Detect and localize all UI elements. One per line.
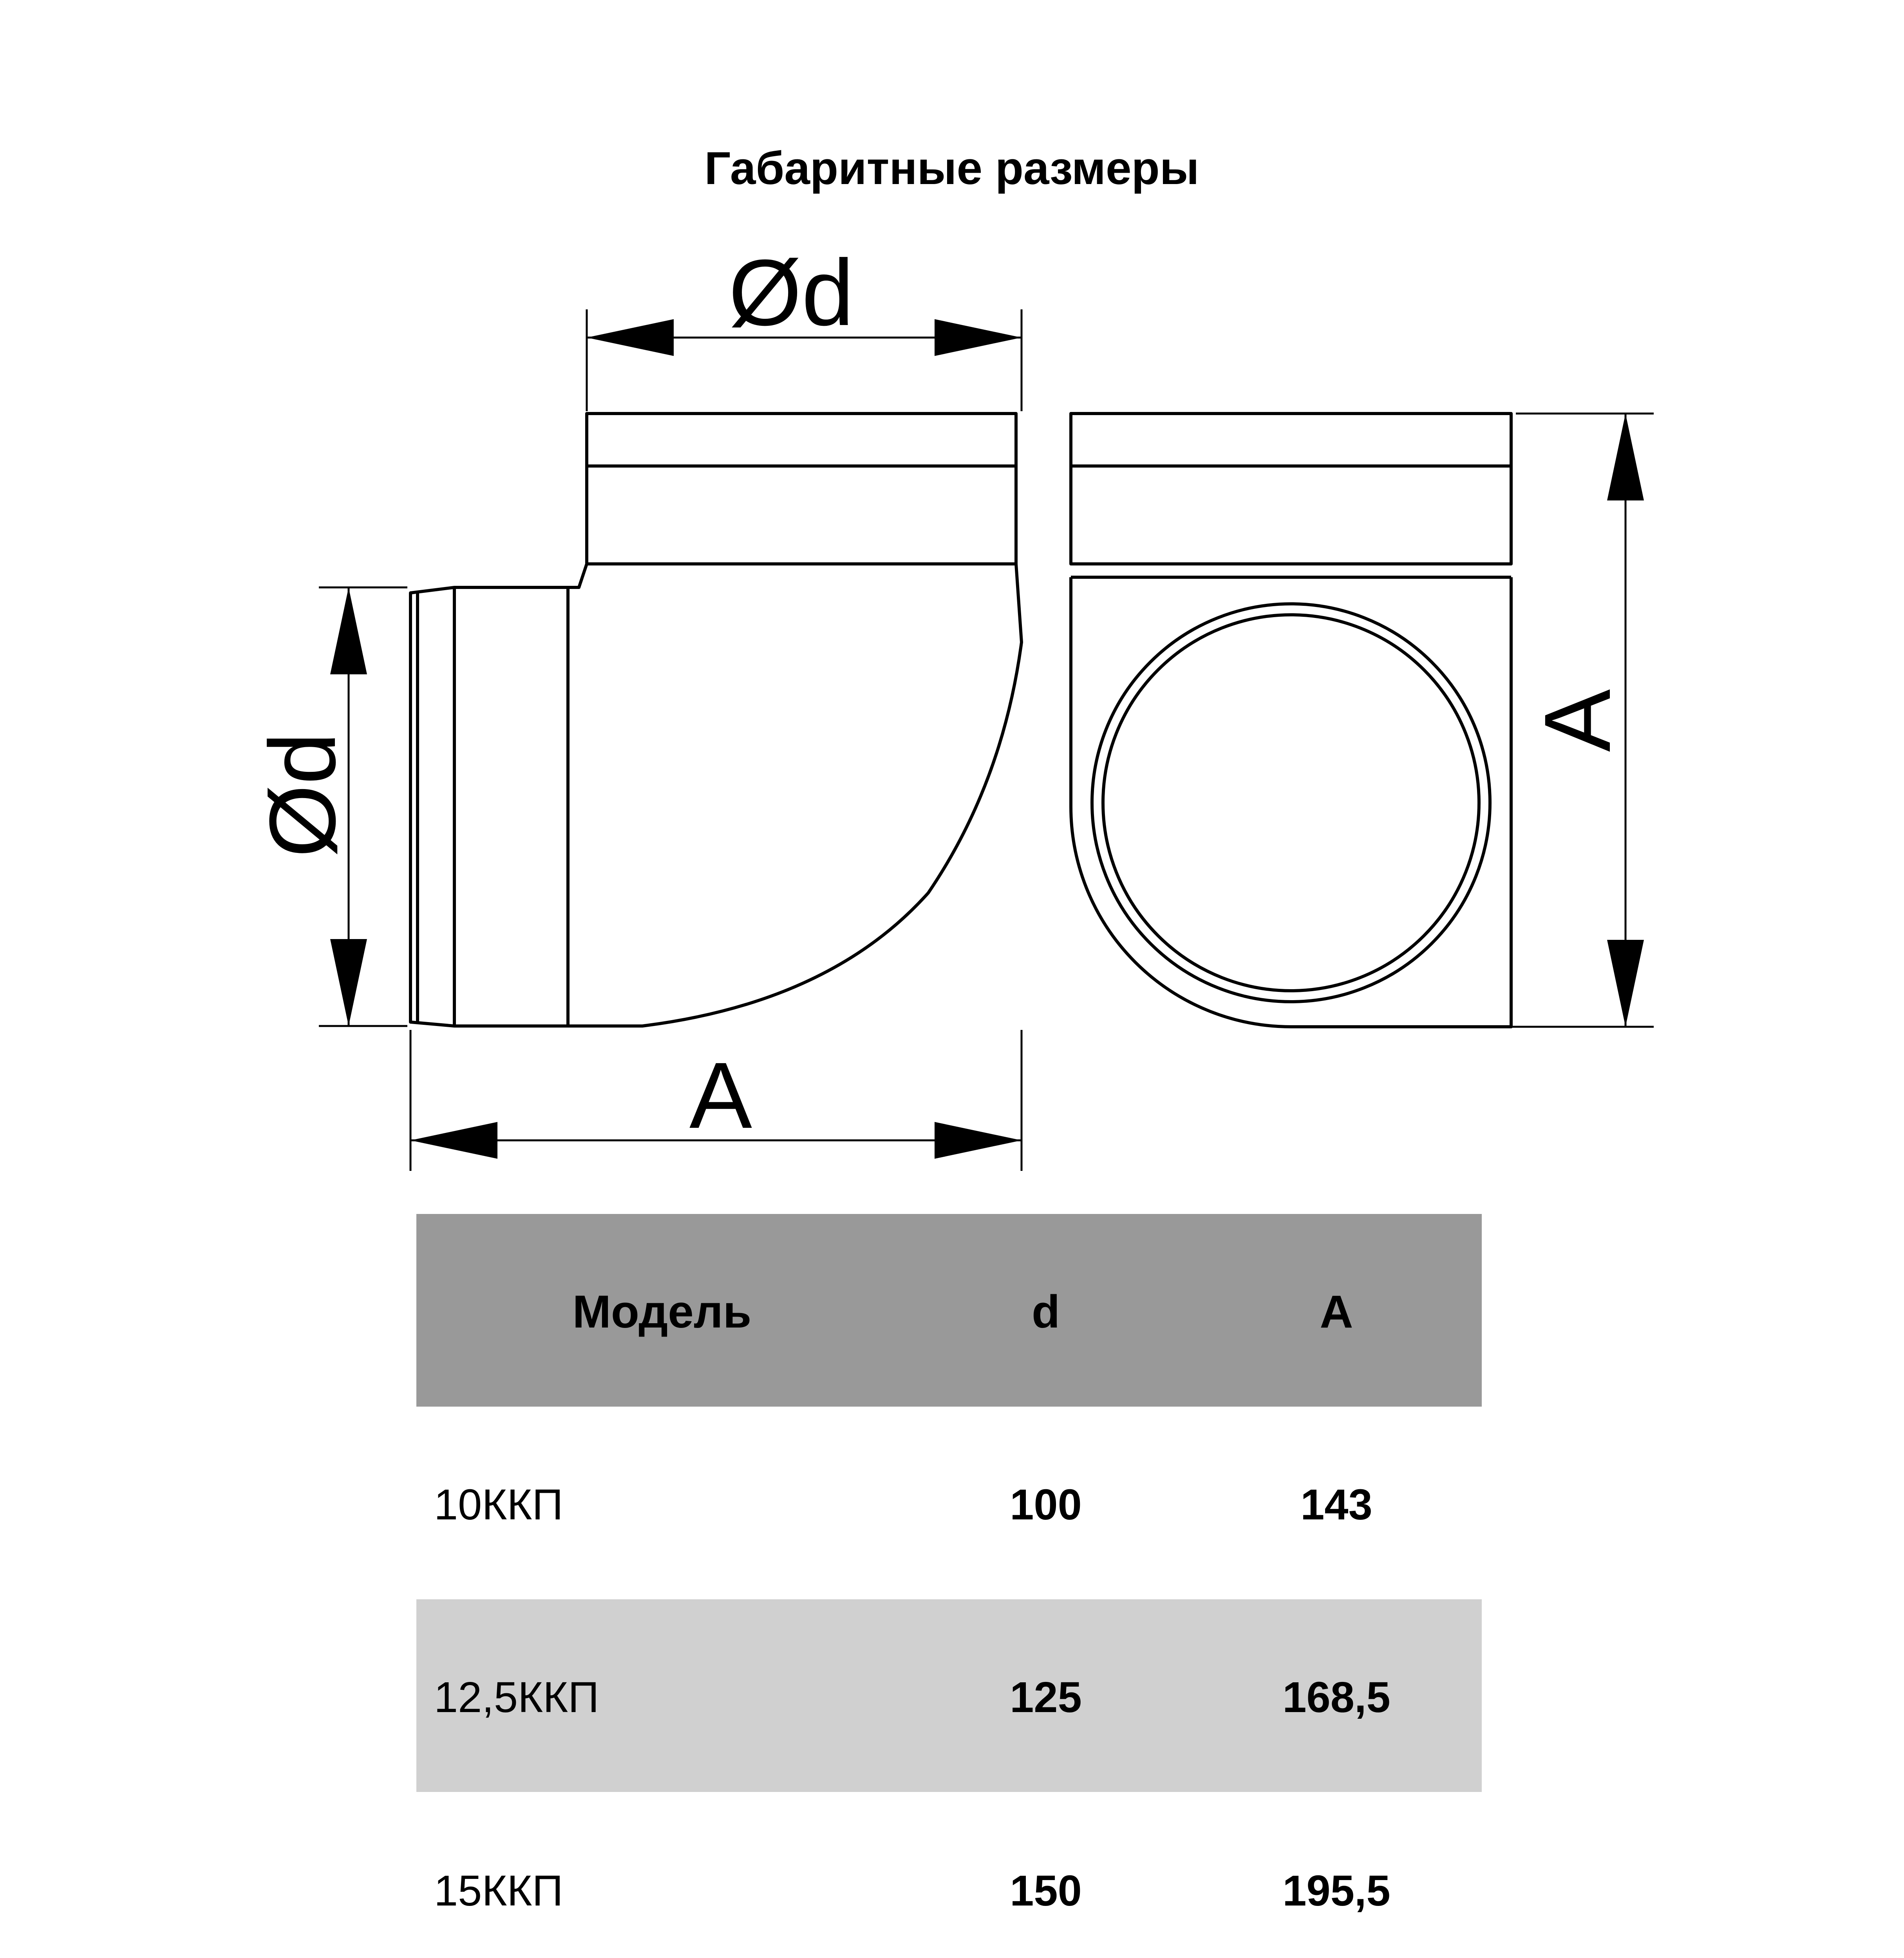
table-cell-A: 195,5: [1282, 1867, 1390, 1915]
left-diameter-label: Ød: [250, 732, 355, 858]
table-cell-model: 15ККП: [434, 1867, 563, 1915]
arrow-up-icon: [330, 587, 367, 674]
table-cell-A: 168,5: [1282, 1673, 1390, 1721]
table-cell-d: 100: [1010, 1481, 1082, 1529]
arrow-right-icon: [935, 319, 1022, 356]
column-header-A: A: [1320, 1286, 1353, 1338]
column-header-model: Модель: [572, 1286, 752, 1338]
table-cell-model: 10ККП: [434, 1481, 563, 1529]
page-title: Габаритные размеры: [704, 143, 1199, 194]
column-header-d: d: [1031, 1286, 1060, 1338]
table-cell-d: 150: [1010, 1867, 1082, 1915]
table-cell-model: 12,5ККП: [434, 1673, 599, 1721]
top-diameter-dimension: [587, 240, 1022, 411]
arrow-up-icon: [1607, 414, 1644, 500]
arrow-down-icon: [1607, 940, 1644, 1027]
table-cell-A: 143: [1300, 1481, 1372, 1529]
elbow-side-view: [410, 414, 1022, 1026]
arrow-left-icon: [410, 1122, 497, 1159]
bottom-A-dimension: [410, 1030, 1022, 1171]
top-diameter-label: Ød: [728, 240, 854, 345]
elbow-front-view: [1071, 414, 1511, 1027]
arrow-left-icon: [587, 319, 674, 356]
bottom-A-label: A: [689, 1043, 752, 1148]
arrow-down-icon: [330, 939, 367, 1026]
dimensions-table: [416, 1214, 1482, 1958]
left-diameter-dimension: [250, 587, 407, 1026]
right-A-label: A: [1525, 689, 1630, 752]
arrow-right-icon: [935, 1122, 1022, 1159]
table-cell-d: 125: [1010, 1673, 1082, 1721]
